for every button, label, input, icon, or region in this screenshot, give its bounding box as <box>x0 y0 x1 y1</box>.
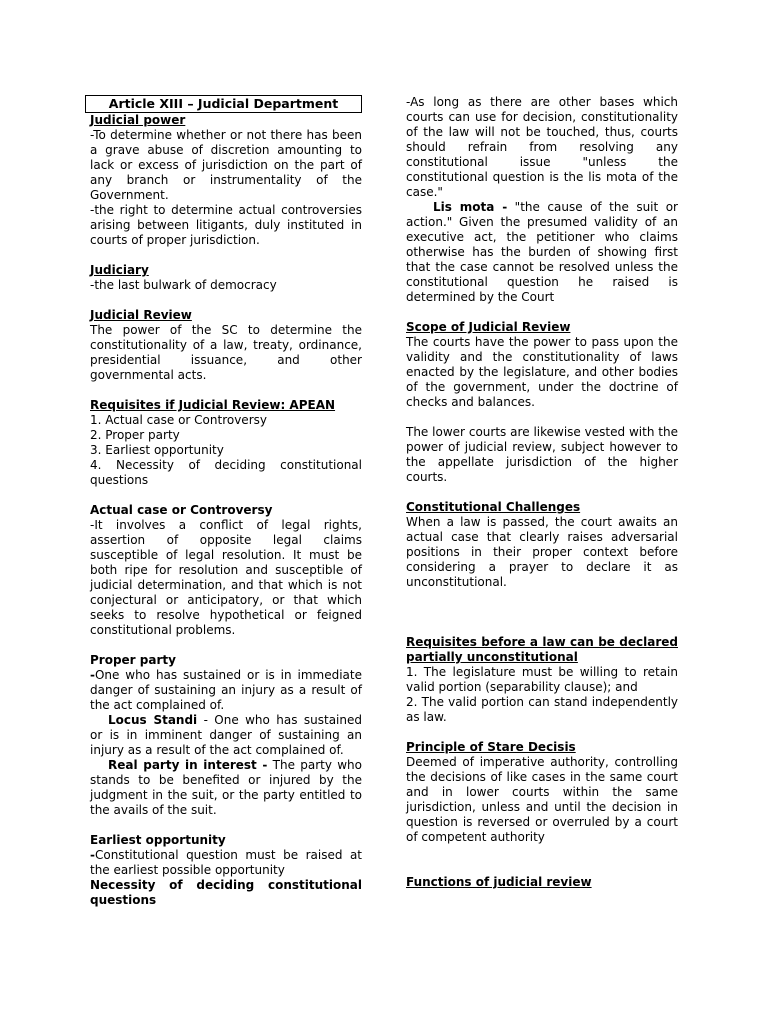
lis-mota-intro: -As long as there are other bases which courts can use for decision, constitutionality of the law will not be touched, thus, courts should refrain from resolving any constitutional issue "unless the constitutional question is the lis mota of the case." <box>406 95 678 199</box>
proper-party-heading: Proper party <box>90 653 176 667</box>
judicial-review-heading: Judicial Review <box>90 308 192 322</box>
judiciary-text: -the last bulwark of democracy <box>90 278 277 292</box>
left-column <box>90 95 362 908</box>
earliest-definition: Constitutional question must be raised at the earliest possible opportunity <box>90 848 362 877</box>
proper-party-text <box>90 668 362 713</box>
scope-heading: Scope of Judicial Review <box>406 320 571 334</box>
earliest-heading: Earliest opportunity <box>90 833 226 847</box>
functions-heading: Functions of judicial review <box>406 875 592 889</box>
actual-case-text: -It involves a conflict of legal rights, assertion of opposite legal claims susceptible of legal resolution. It must be both ripe for resolution and susceptible of judicial determination, and that which is not conjectural or anticipatory, or that which seeks to resolve hypothetical or feigned constitutional problems. <box>90 518 362 637</box>
article-title: Article XIII – Judicial Department <box>85 95 362 113</box>
partial-item-2: 2. The valid portion can stand independently as law. <box>406 695 678 724</box>
judicial-power-text-2: -the right to determine actual controversies arising between litigants, duly instituted in courts of proper jurisdiction. <box>90 203 362 247</box>
partial-item-1: 1. The legislature must be willing to retain valid portion (separability clause); and <box>406 665 678 694</box>
requisite-item: 2. Proper party <box>90 428 180 442</box>
challenges-text: When a law is passed, the court awaits an actual case that clearly raises adversarial positions in their proper context before considering a prayer to declare it as unconstitutional. <box>406 515 678 589</box>
locus-standi-label: Locus Standi <box>108 713 198 727</box>
judicial-review-text: The power of the SC to determine the constitutionality of a law, treaty, ordinance, presidential issuance, and other governmental acts. <box>90 323 362 382</box>
stare-decisis-text: Deemed of imperative authority, controlling the decisions of like cases in the same court and in lower courts within the same jurisdiction, unless and until the decision in question is reversed or overruled by a court of competent authority <box>406 755 678 844</box>
right-column <box>406 95 678 890</box>
locus-standi-paragraph <box>90 713 362 758</box>
earliest-dash: - <box>90 848 95 862</box>
judiciary-heading: Judiciary <box>90 263 149 277</box>
lis-mota-text: "the cause of the suit or action." Given the presumed validity of an executive act, the petitioner who claims otherwise has the burden of showing first that the case cannot be resolved unless the constitutional question he raised is determined by the Court <box>406 200 678 304</box>
real-party-paragraph <box>90 758 362 818</box>
necessity-heading: Necessity of deciding constitutional questions <box>90 878 362 907</box>
requisite-item: 3. Earliest opportunity <box>90 443 224 457</box>
proper-party-definition: One who has sustained or is in immediate danger of sustaining an injury as a result of the act complained of. <box>90 668 362 712</box>
stare-decisis-heading: Principle of Stare Decisis <box>406 740 576 754</box>
real-party-label: Real party in interest - <box>108 758 268 772</box>
judicial-power-text-1: -To determine whether or not there has been a grave abuse of discretion amounting to lack or excess of jurisdiction on the part of any branch or instrumentality of the Government. <box>90 128 362 202</box>
judicial-power-heading: Judicial power <box>90 113 186 127</box>
requisites-heading: Requisites if Judicial Review: APEAN <box>90 398 336 412</box>
locus-standi-text: - One who has sustained or is in imminent danger of sustaining an injury as a result of the act complained of. <box>90 713 362 757</box>
requisite-item: 4. Necessity of deciding constitutional questions <box>90 458 362 487</box>
requisite-item: 1. Actual case or Controversy <box>90 413 267 427</box>
lis-mota-label: Lis mota - <box>433 200 508 214</box>
challenges-heading: Constitutional Challenges <box>406 500 581 514</box>
scope-text-1: The courts have the power to pass upon the validity and the constitutionality of laws enacted by the legislature, and other bodies of the government, under the doctrine of checks and balances. <box>406 335 678 409</box>
partial-heading: Requisites before a law can be declared partially unconstitutional <box>406 635 678 664</box>
scope-text-2: The lower courts are likewise vested with the power of judicial review, subject however to the appellate jurisdiction of the higher courts. <box>406 425 678 484</box>
lis-mota-paragraph <box>406 200 678 305</box>
actual-case-heading: Actual case or Controversy <box>90 503 273 517</box>
proper-party-dash: - <box>90 668 95 682</box>
real-party-text: The party who stands to be benefited or injured by the judgment in the suit, or the party entitled to the avails of the suit. <box>90 758 362 817</box>
earliest-text <box>90 848 362 878</box>
